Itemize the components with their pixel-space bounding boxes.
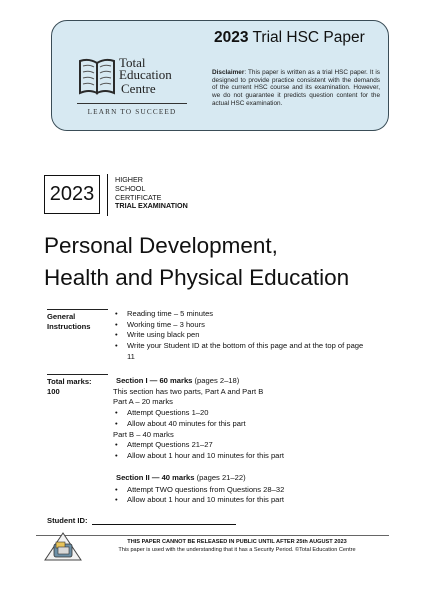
section-2-heading <box>113 473 368 484</box>
security-notice: This paper is used with the understanding that it has a Security Period. ©Total Education Centre <box>118 547 356 553</box>
list-item: • Write your Student ID at the bottom of this page and at the top of page 11 <box>113 341 368 362</box>
total-marks-label <box>47 377 92 396</box>
release-notice: THIS PAPER CANNOT BE RELEASED IN PUBLIC UNTIL AFTER 25th AUGUST 2023 <box>127 539 347 545</box>
general-instructions-list <box>113 309 368 363</box>
logo-text-line1: Total <box>119 55 146 70</box>
logo-tagline: LEARN TO SUCCEED <box>87 108 177 116</box>
student-id-field[interactable] <box>92 524 236 525</box>
subject-title-line2: Health and Physical Education <box>44 265 350 290</box>
logo-text-line2: Education <box>119 67 172 82</box>
exam-year-box: 2023 <box>44 175 100 214</box>
disclaimer-label: Disclaimer <box>212 69 245 76</box>
disclaimer <box>212 69 380 108</box>
general-rule <box>47 309 108 310</box>
trial-year: 2023 <box>214 29 249 46</box>
list-item: • Write using black pen <box>113 330 368 341</box>
hsc-line-school: SCHOOL <box>115 183 146 193</box>
subject-title <box>44 230 349 294</box>
section-2-heading-pages: (pages 21–22) <box>194 473 246 482</box>
total-education-centre-logo <box>77 55 205 131</box>
total-marks-value: 100 <box>47 386 60 396</box>
general-label-line2: Instructions <box>47 321 91 331</box>
list-item: • Allow about 40 minutes for this part <box>113 419 368 430</box>
year-divider <box>107 174 108 216</box>
list-item: • Reading time – 5 minutes <box>113 309 368 320</box>
part-b-heading: Part B – 40 marks <box>113 429 174 439</box>
disclaimer-text: : This paper is written as a trial HSC paper. It is designed to provide practice consistent with the demands of the current HSC course and its examination. However, we do not guarantee it predicts question content for the actual HSC examination. <box>212 69 380 107</box>
section-2 <box>113 473 368 506</box>
marks-rule <box>47 374 108 375</box>
logo-divider <box>77 103 187 104</box>
trial-paper-title <box>214 29 365 47</box>
general-label-line1: General <box>47 312 76 321</box>
section-2-heading-bold: Section II — 40 marks <box>116 473 195 482</box>
total-marks-line1: Total marks: <box>47 377 92 386</box>
hsc-label <box>115 176 188 211</box>
list-item: • Attempt Questions 21–27 <box>113 440 368 451</box>
list-item: • Attempt TWO questions from Questions 28–32 <box>113 485 368 496</box>
section-1 <box>113 376 368 462</box>
hsc-line-higher: HIGHER <box>115 175 143 184</box>
section-1-heading <box>113 376 368 387</box>
section-1-note: This section has two parts, Part A and Part B <box>113 386 264 396</box>
subject-title-line1: Personal Development, <box>44 233 278 258</box>
part-a-heading: Part A – 20 marks <box>113 397 173 407</box>
logo-text-line3: Centre <box>121 81 156 96</box>
list-item: • Allow about 1 hour and 10 minutes for this part <box>113 495 368 506</box>
list-item: • Allow about 1 hour and 10 minutes for this part <box>113 451 368 462</box>
general-instructions-label <box>47 312 90 331</box>
hsc-line-trial: TRIAL EXAMINATION <box>115 201 188 211</box>
student-id-label: Student ID: <box>47 516 88 525</box>
hsc-line-certificate: CERTIFICATE <box>115 192 162 202</box>
header-banner <box>51 20 389 131</box>
open-book-icon <box>77 55 117 99</box>
security-warning-icon <box>44 532 82 562</box>
section-1-heading-bold: Section I — 60 marks <box>116 376 193 385</box>
list-item: • Attempt Questions 1–20 <box>113 408 368 419</box>
list-item: • Working time – 3 hours <box>113 320 368 331</box>
footer-divider <box>36 535 389 536</box>
section-1-heading-pages: (pages 2–18) <box>192 376 240 385</box>
trial-title-text: Trial HSC Paper <box>252 29 365 46</box>
